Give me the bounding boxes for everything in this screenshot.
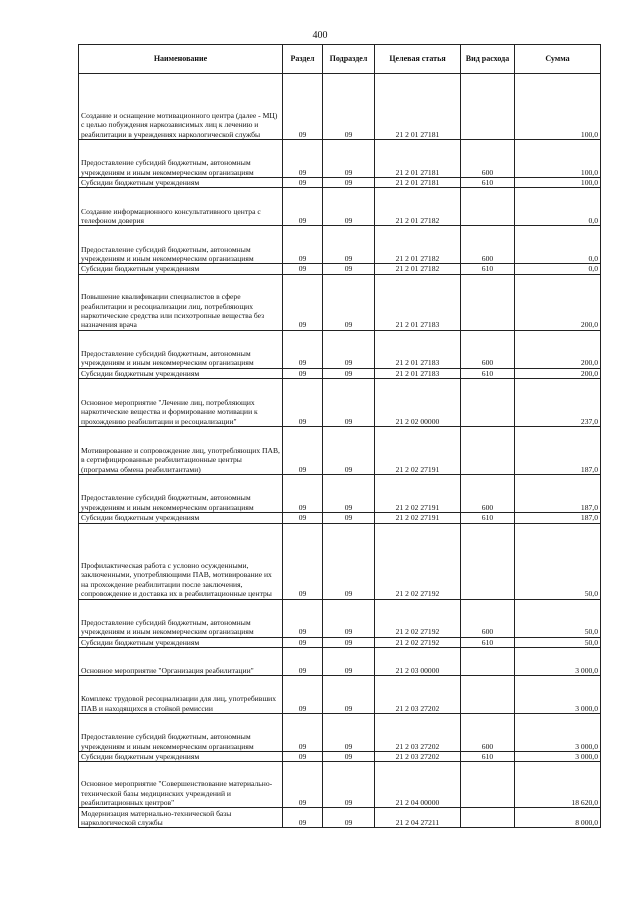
cell-name: Повышение квалификации специалистов в сфере реабилитации и ресоциализации лиц, потребляющих наркотические средства или психотропные вещества без назначения врача bbox=[79, 274, 283, 330]
table-body bbox=[79, 74, 601, 828]
cell-vid: 610 bbox=[461, 513, 515, 523]
cell-celevaya: 21 2 03 27202 bbox=[375, 752, 461, 762]
cell-name: Субсидии бюджетным учреждениям bbox=[79, 178, 283, 188]
cell-podrazdel: 09 bbox=[323, 752, 375, 762]
cell-razdel: 09 bbox=[283, 523, 323, 599]
budget-table bbox=[78, 44, 601, 828]
cell-name: Создание и оснащение мотивационного центра (далее - МЦ) с целью побуждения наркозависимых лиц к лечению и реабилитации в учреждениях наркологической службы bbox=[79, 74, 283, 140]
cell-name: Мотивирование и сопровождение лиц, употребляющих ПАВ, в сертифицированные реабилитационные центры (программа обмена реабилитантами) bbox=[79, 427, 283, 475]
cell-razdel: 09 bbox=[283, 178, 323, 188]
cell-name: Создание информационного консультативного центра с телефоном доверия bbox=[79, 188, 283, 226]
cell-podrazdel: 09 bbox=[323, 74, 375, 140]
cell-vid: 600 bbox=[461, 714, 515, 752]
cell-vid bbox=[461, 74, 515, 140]
cell-podrazdel: 09 bbox=[323, 475, 375, 513]
cell-razdel: 09 bbox=[283, 379, 323, 427]
cell-name: Предоставление субсидий бюджетным, автономным учреждениям и иным некоммерческим организациям bbox=[79, 330, 283, 368]
cell-summa: 50,0 bbox=[515, 637, 601, 647]
table-row bbox=[79, 523, 601, 599]
table-row bbox=[79, 379, 601, 427]
table-row bbox=[79, 599, 601, 637]
cell-summa: 187,0 bbox=[515, 475, 601, 513]
cell-summa: 187,0 bbox=[515, 513, 601, 523]
cell-celevaya: 21 2 01 27181 bbox=[375, 140, 461, 178]
table-row bbox=[79, 226, 601, 264]
header-razdel: Раздел bbox=[283, 45, 323, 74]
page-number: 400 bbox=[312, 30, 328, 41]
cell-vid bbox=[461, 274, 515, 330]
cell-summa: 0,0 bbox=[515, 264, 601, 274]
table-row bbox=[79, 676, 601, 714]
table-row bbox=[79, 427, 601, 475]
cell-podrazdel: 09 bbox=[323, 226, 375, 264]
cell-razdel: 09 bbox=[283, 752, 323, 762]
cell-razdel: 09 bbox=[283, 762, 323, 808]
cell-podrazdel: 09 bbox=[323, 140, 375, 178]
cell-celevaya: 21 2 02 27191 bbox=[375, 513, 461, 523]
cell-vid: 600 bbox=[461, 599, 515, 637]
cell-vid bbox=[461, 808, 515, 828]
cell-vid bbox=[461, 379, 515, 427]
cell-razdel: 09 bbox=[283, 676, 323, 714]
cell-name: Модернизация материально-технической базы наркологической службы bbox=[79, 808, 283, 828]
cell-summa: 0,0 bbox=[515, 226, 601, 264]
table-row bbox=[79, 648, 601, 676]
cell-razdel: 09 bbox=[283, 226, 323, 264]
header-celevaya: Целевая статья bbox=[375, 45, 461, 74]
cell-celevaya: 21 2 01 27183 bbox=[375, 330, 461, 368]
header-row bbox=[79, 45, 601, 74]
table-row bbox=[79, 513, 601, 523]
table-row bbox=[79, 762, 601, 808]
cell-vid bbox=[461, 676, 515, 714]
cell-podrazdel: 09 bbox=[323, 808, 375, 828]
cell-vid: 610 bbox=[461, 178, 515, 188]
cell-summa: 50,0 bbox=[515, 599, 601, 637]
cell-name: Субсидии бюджетным учреждениям bbox=[79, 368, 283, 378]
cell-celevaya: 21 2 01 27183 bbox=[375, 368, 461, 378]
cell-celevaya: 21 2 02 27192 bbox=[375, 523, 461, 599]
cell-vid: 600 bbox=[461, 330, 515, 368]
cell-celevaya: 21 2 04 27211 bbox=[375, 808, 461, 828]
cell-podrazdel: 09 bbox=[323, 368, 375, 378]
cell-name: Субсидии бюджетным учреждениям bbox=[79, 637, 283, 647]
cell-podrazdel: 09 bbox=[323, 178, 375, 188]
cell-summa: 100,0 bbox=[515, 140, 601, 178]
cell-celevaya: 21 2 01 27181 bbox=[375, 74, 461, 140]
cell-celevaya: 21 2 01 27182 bbox=[375, 264, 461, 274]
cell-name: Профилактическая работа с условно осужденными, заключенными, употребляющими ПАВ, мотивирование их на прохождение реабилитации после заключения, сопровождение и доставка их в реабилитационные центры bbox=[79, 523, 283, 599]
cell-vid: 610 bbox=[461, 752, 515, 762]
table-row bbox=[79, 637, 601, 647]
table-row bbox=[79, 808, 601, 828]
cell-name: Основное мероприятие "Лечение лиц, потребляющих наркотические вещества и формирование мотивации к прохождению реабилитации и ресоциализации" bbox=[79, 379, 283, 427]
cell-summa: 100,0 bbox=[515, 178, 601, 188]
cell-celevaya: 21 2 03 27202 bbox=[375, 714, 461, 752]
cell-razdel: 09 bbox=[283, 599, 323, 637]
cell-celevaya: 21 2 02 00000 bbox=[375, 379, 461, 427]
table-row bbox=[79, 274, 601, 330]
cell-podrazdel: 09 bbox=[323, 676, 375, 714]
cell-podrazdel: 09 bbox=[323, 648, 375, 676]
cell-razdel: 09 bbox=[283, 264, 323, 274]
cell-summa: 200,0 bbox=[515, 368, 601, 378]
cell-celevaya: 21 2 03 27202 bbox=[375, 676, 461, 714]
cell-vid: 600 bbox=[461, 475, 515, 513]
cell-celevaya: 21 2 02 27191 bbox=[375, 427, 461, 475]
cell-razdel: 09 bbox=[283, 427, 323, 475]
header-name: Наименование bbox=[79, 45, 283, 74]
cell-podrazdel: 09 bbox=[323, 714, 375, 752]
cell-name: Основное мероприятие "Организация реабилитации" bbox=[79, 648, 283, 676]
cell-summa: 187,0 bbox=[515, 427, 601, 475]
cell-celevaya: 21 2 01 27181 bbox=[375, 178, 461, 188]
cell-celevaya: 21 2 02 27192 bbox=[375, 637, 461, 647]
cell-celevaya: 21 2 01 27182 bbox=[375, 226, 461, 264]
cell-name: Субсидии бюджетным учреждениям bbox=[79, 513, 283, 523]
header-summa: Сумма bbox=[515, 45, 601, 74]
cell-vid bbox=[461, 427, 515, 475]
cell-summa: 3 000,0 bbox=[515, 676, 601, 714]
cell-razdel: 09 bbox=[283, 714, 323, 752]
cell-razdel: 09 bbox=[283, 475, 323, 513]
table-row bbox=[79, 368, 601, 378]
cell-razdel: 09 bbox=[283, 368, 323, 378]
cell-razdel: 09 bbox=[283, 140, 323, 178]
cell-podrazdel: 09 bbox=[323, 188, 375, 226]
cell-name: Предоставление субсидий бюджетным, автономным учреждениям и иным некоммерческим организациям bbox=[79, 475, 283, 513]
table-row bbox=[79, 752, 601, 762]
cell-summa: 237,0 bbox=[515, 379, 601, 427]
cell-summa: 3 000,0 bbox=[515, 752, 601, 762]
cell-celevaya: 21 2 03 00000 bbox=[375, 648, 461, 676]
cell-summa: 3 000,0 bbox=[515, 648, 601, 676]
cell-podrazdel: 09 bbox=[323, 427, 375, 475]
table-row bbox=[79, 178, 601, 188]
header-vid: Вид расхода bbox=[461, 45, 515, 74]
cell-razdel: 09 bbox=[283, 188, 323, 226]
cell-vid: 610 bbox=[461, 637, 515, 647]
cell-summa: 8 000,0 bbox=[515, 808, 601, 828]
header-podrazdel: Подраздел bbox=[323, 45, 375, 74]
cell-summa: 0,0 bbox=[515, 188, 601, 226]
cell-name: Предоставление субсидий бюджетным, автономным учреждениям и иным некоммерческим организациям bbox=[79, 140, 283, 178]
cell-razdel: 09 bbox=[283, 513, 323, 523]
cell-vid: 600 bbox=[461, 226, 515, 264]
cell-name: Основное мероприятие "Совершенствование материально-технической базы медицинских учреждений и реабилитационных центров" bbox=[79, 762, 283, 808]
cell-vid bbox=[461, 762, 515, 808]
cell-razdel: 09 bbox=[283, 74, 323, 140]
cell-razdel: 09 bbox=[283, 648, 323, 676]
table-row bbox=[79, 74, 601, 140]
cell-vid: 600 bbox=[461, 140, 515, 178]
cell-vid: 610 bbox=[461, 264, 515, 274]
cell-podrazdel: 09 bbox=[323, 637, 375, 647]
cell-podrazdel: 09 bbox=[323, 274, 375, 330]
cell-summa: 18 620,0 bbox=[515, 762, 601, 808]
cell-celevaya: 21 2 02 27192 bbox=[375, 599, 461, 637]
cell-razdel: 09 bbox=[283, 330, 323, 368]
cell-name: Предоставление субсидий бюджетным, автономным учреждениям и иным некоммерческим организациям bbox=[79, 226, 283, 264]
cell-name: Субсидии бюджетным учреждениям bbox=[79, 752, 283, 762]
cell-name: Предоставление субсидий бюджетным, автономным учреждениям и иным некоммерческим организациям bbox=[79, 714, 283, 752]
cell-podrazdel: 09 bbox=[323, 379, 375, 427]
table-row bbox=[79, 140, 601, 178]
cell-summa: 200,0 bbox=[515, 274, 601, 330]
cell-vid bbox=[461, 648, 515, 676]
cell-podrazdel: 09 bbox=[323, 513, 375, 523]
cell-podrazdel: 09 bbox=[323, 523, 375, 599]
cell-vid: 610 bbox=[461, 368, 515, 378]
cell-celevaya: 21 2 02 27191 bbox=[375, 475, 461, 513]
cell-razdel: 09 bbox=[283, 274, 323, 330]
cell-razdel: 09 bbox=[283, 637, 323, 647]
cell-summa: 100,0 bbox=[515, 74, 601, 140]
table-row bbox=[79, 264, 601, 274]
cell-vid bbox=[461, 188, 515, 226]
cell-podrazdel: 09 bbox=[323, 330, 375, 368]
cell-celevaya: 21 2 01 27182 bbox=[375, 188, 461, 226]
cell-vid bbox=[461, 523, 515, 599]
cell-podrazdel: 09 bbox=[323, 762, 375, 808]
cell-podrazdel: 09 bbox=[323, 599, 375, 637]
cell-summa: 3 000,0 bbox=[515, 714, 601, 752]
cell-name: Комплекс трудовой ресоциализации для лиц, употребивших ПАВ и находящихся в стойкой ремиссии bbox=[79, 676, 283, 714]
cell-summa: 50,0 bbox=[515, 523, 601, 599]
cell-summa: 200,0 bbox=[515, 330, 601, 368]
table-row bbox=[79, 475, 601, 513]
cell-celevaya: 21 2 01 27183 bbox=[375, 274, 461, 330]
cell-name: Предоставление субсидий бюджетным, автономным учреждениям и иным некоммерческим организациям bbox=[79, 599, 283, 637]
cell-celevaya: 21 2 04 00000 bbox=[375, 762, 461, 808]
table-row bbox=[79, 188, 601, 226]
cell-podrazdel: 09 bbox=[323, 264, 375, 274]
table-row bbox=[79, 330, 601, 368]
cell-name: Субсидии бюджетным учреждениям bbox=[79, 264, 283, 274]
cell-razdel: 09 bbox=[283, 808, 323, 828]
table-row bbox=[79, 714, 601, 752]
